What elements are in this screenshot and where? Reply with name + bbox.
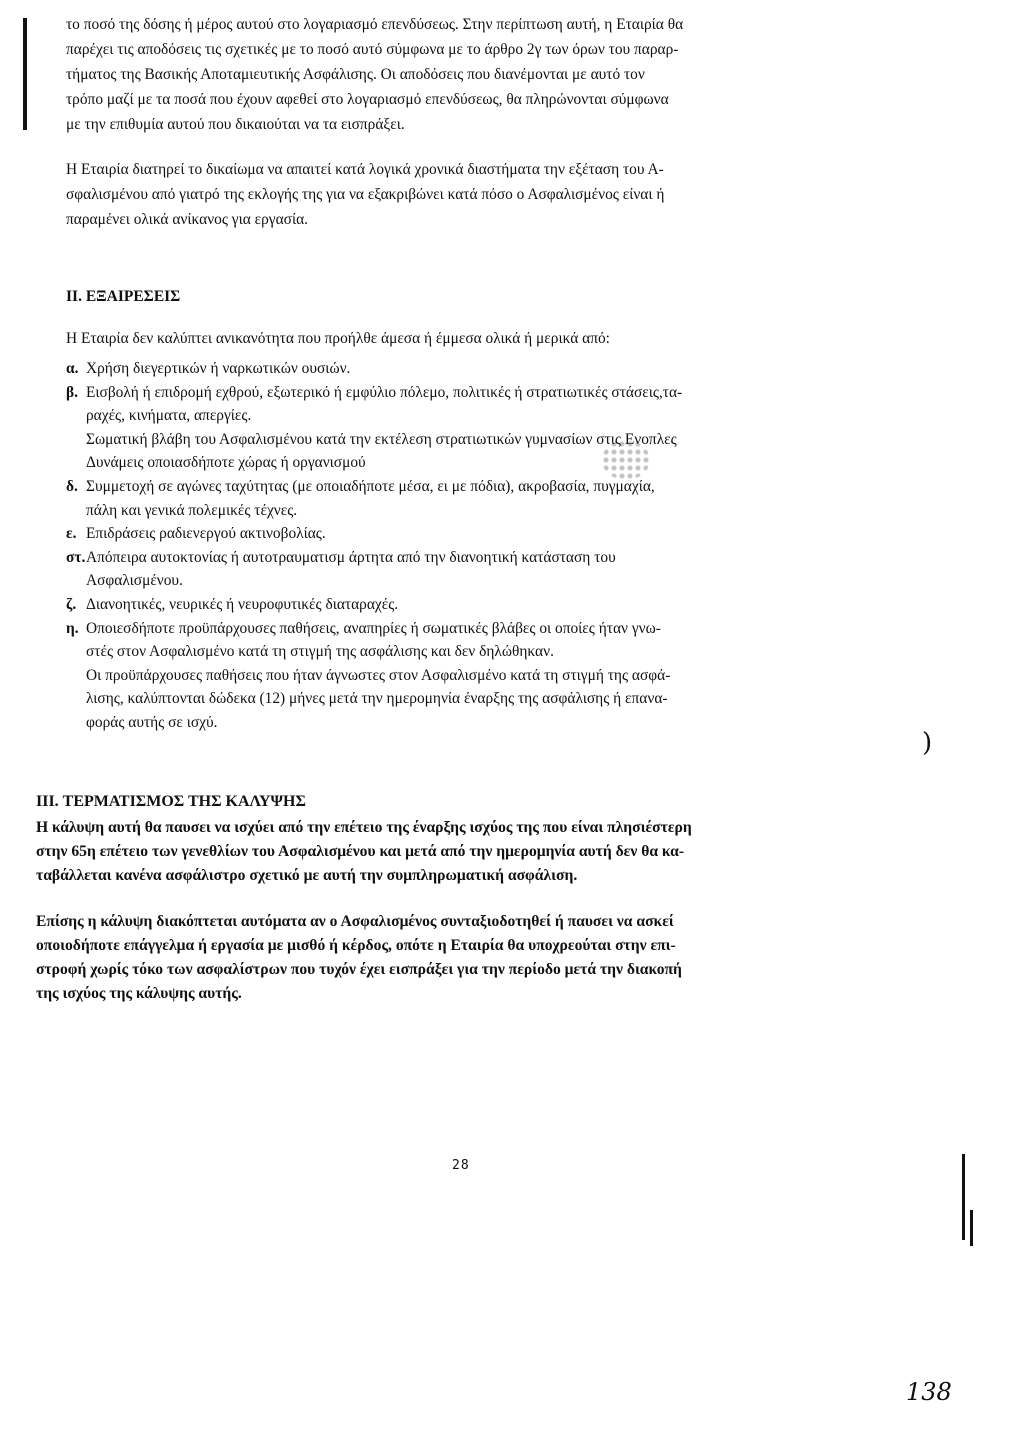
list-item-text: ραχές, κινήματα, απεργίες.: [86, 407, 252, 425]
list-item-text: Επιδράσεις ραδιενεργού ακτινοβολίας.: [86, 525, 326, 543]
top-paragraph: [66, 12, 886, 137]
paragraph-line: Η Εταιρία διατηρεί το δικαίωμα να απαιτεί κατά λογικά χρονικά διαστήματα την εξέταση του Α-: [66, 161, 664, 178]
handwritten-number: 138: [906, 1378, 952, 1406]
section-heading: II. ΕΞΑΙΡΕΣΕΙΣ: [66, 288, 181, 305]
list-letter: η.: [66, 619, 79, 637]
paragraph-line: παραμένει ολικά ανίκανος για εργασία.: [66, 211, 308, 228]
paragraph-line: οποιοδήποτε επάγγελμα ή εργασία με μισθό ή κέρδος, οπότε η Εταιρία θα υποχρεούται στην επι-: [36, 937, 676, 954]
paragraph-line: στροφή χωρίς τόκο των ασφαλίστρων που τυχόν έχει εισπράξει για την περίοδο μετά την διακοπή: [36, 961, 682, 978]
list-item-text: Διανοητικές, νευρικές ή νευροφυτικές διαταραχές.: [86, 595, 399, 613]
list-item: [66, 617, 896, 735]
termination-paragraph: [36, 816, 876, 888]
list-item-text: λισης, καλύπτονται δώδεκα (12) μήνες μετά την ημερομηνία έναρξης της ασφάλισης ή επανα-: [86, 690, 668, 708]
list-item-text: Οποιεσδήποτε προϋπάρχουσες παθήσεις, αναπηρίες ή σωματικές βλάβες οι οποίες ήταν γνω-: [86, 619, 661, 637]
exclusions-intro: Η Εταιρία δεν καλύπτει ανικανότητα που προήλθε άμεσα ή έμμεσα ολικά ή μερικά από:: [66, 330, 610, 347]
list-item: [66, 357, 896, 381]
paragraph-line: Επίσης η κάλυψη διακόπτεται αυτόματα αν ο Ασφαλισμένος συνταξιοδοτηθεί ή παυσει να ασκεί: [36, 913, 674, 930]
list-item-text: Απόπειρα αυτοκτονίας ή αυτοτραυματισμ άρτητα από την διανοητική κατάσταση του: [86, 548, 616, 566]
margin-bar: [962, 1154, 965, 1240]
list-letter: β.: [66, 383, 78, 401]
paragraph-line: τρόπο μαζί με τα ποσά που έχουν αφεθεί στο λογαριασμό επενδύσεως, θα πληρώνονται σύμφωνα: [66, 91, 669, 108]
list-letter: ζ.: [66, 595, 77, 613]
list-item: [66, 428, 896, 475]
page-number: 28: [452, 1158, 470, 1173]
list-item-text: Χρήση διεγερτικών ή ναρκωτικών ουσιών.: [86, 360, 351, 377]
exclusions-list: [66, 357, 896, 735]
exam-paragraph: [66, 157, 886, 232]
list-item: [66, 546, 896, 593]
paragraph-line: ταβάλλεται κανένα ασφάλιστρο σχετικό με αυτή την συμπληρωματική ασφάλιση.: [36, 867, 578, 884]
list-item-text: πάλη και γενικά πολεμικές τέχνες.: [86, 501, 298, 519]
list-item-text: Ασφαλισμένου.: [86, 572, 183, 590]
list-item: [66, 522, 896, 546]
paragraph-line: σφαλισμένου από γιατρό της εκλογής της για να εξακριβώνει κατά πόσο ο Ασφαλισμένος είναι ή: [66, 186, 665, 203]
margin-bar: [970, 1210, 973, 1246]
paragraph-line: τήματος της Βασικής Αποταμιευτικής Ασφάλισης. Οι αποδόσεις που διανέμονται με αυτό τον: [66, 66, 645, 83]
paragraph-line: Η κάλυψη αυτή θα παυσει να ισχύει από την επέτειο της έναρξης ισχύος της που είναι πλησιέστερη: [36, 819, 692, 836]
list-letter: στ.: [66, 548, 86, 566]
paragraph-line: της ισχύος της κάλυψης αυτής.: [36, 985, 242, 1002]
list-item-text: Συμμετοχή σε αγώνες ταχύτητας (με οποιαδήποτε μέσα, ει με πόδια), ακροβασία, πυγμαχία,: [86, 477, 655, 495]
list-letter: δ.: [66, 477, 78, 495]
termination-paragraph: [36, 910, 876, 1006]
list-letter: ε.: [66, 525, 77, 543]
paragraph-line: στην 65η επέτειο των γενεθλίων του Ασφαλισμένου και μετά από την ημερομηνία αυτή δεν θα κα-: [36, 843, 685, 860]
list-item-text: Σωματική βλάβη του Ασφαλισμένου κατά την εκτέλεση στρατιωτικών γυμνασίων στις Ενοπλες: [86, 430, 677, 448]
list-letter: [66, 428, 86, 475]
list-letter: α.: [66, 360, 79, 377]
margin-bar: [23, 18, 27, 130]
list-item: [66, 381, 896, 428]
margin-mark: ): [922, 728, 933, 758]
paragraph-line: με την επιθυμία αυτού που δικαιούται να τα εισπράξει.: [66, 116, 405, 133]
scan-stamp: [602, 440, 650, 480]
paragraph-line: το ποσό της δόσης ή μέρος αυτού στο λογαριασμό επενδύσεως. Στην περίπτωση αυτή, η Εταιρία θα: [66, 16, 684, 33]
list-item-text: Εισβολή ή επιδρομή εχθρού, εξωτερικό ή εμφύλιο πόλεμο, πολιτικές ή στρατιωτικές στάσεις,τα-: [86, 383, 683, 401]
list-item-text: Οι προϋπάρχουσες παθήσεις που ήταν άγνωστες στον Ασφαλισμένο κατά τη στιγμή της ασφά-: [86, 666, 671, 684]
list-item: [66, 593, 896, 617]
list-item: [66, 475, 896, 522]
list-item-text: Δυνάμεις οποιασδήποτε χώρας ή οργανισμού: [86, 454, 366, 472]
list-item-text: στές στον Ασφαλισμένο κατά τη στιγμή της ασφάλισης και δεν δηλώθηκαν.: [86, 643, 554, 661]
section-heading: III. ΤΕΡΜΑΤΙΣΜΟΣ ΤΗΣ ΚΑΛΥΨΗΣ: [36, 793, 306, 810]
paragraph-line: παρέχει τις αποδόσεις τις σχετικές με το ποσό αυτό σύμφωνα με το άρθρο 2γ των όρων του παραρ-: [66, 41, 679, 58]
list-item-text: φοράς αυτής σε ισχύ.: [86, 713, 218, 731]
